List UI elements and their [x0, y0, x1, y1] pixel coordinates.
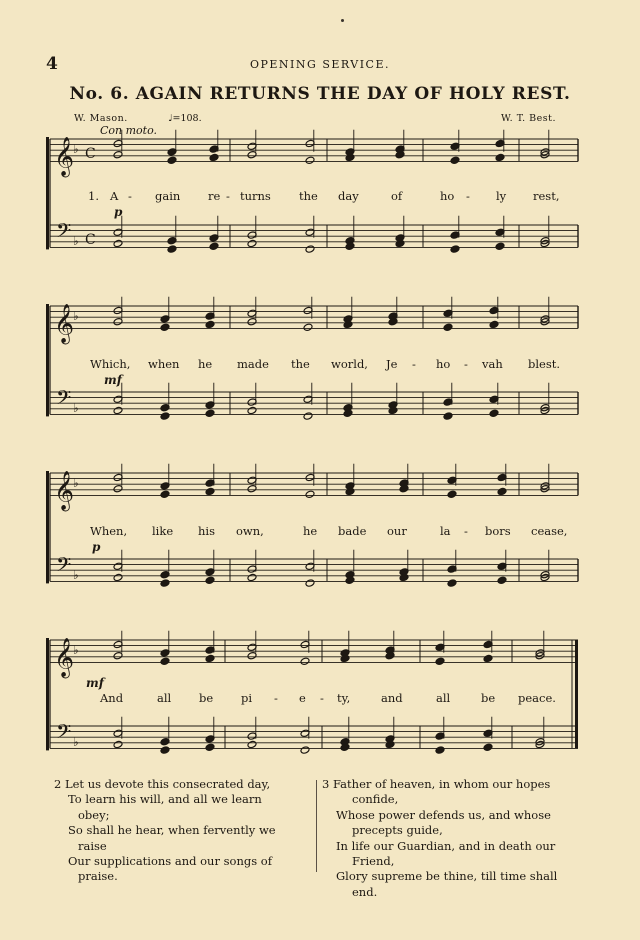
lyric-syllable: e: [299, 691, 306, 705]
hymn-title: No. 6. AGAIN RETURNS THE DAY OF HOLY REST.: [69, 84, 571, 104]
lyric-syllable: Je: [386, 357, 398, 371]
lyric-syllable: he: [303, 524, 318, 538]
lyric-syllable: day: [338, 189, 359, 203]
lyric-syllable: -: [464, 357, 468, 371]
lyric-syllable: of: [391, 189, 403, 203]
lyric-syllable: -: [128, 189, 132, 203]
lyric-syllable: ty,: [337, 691, 351, 705]
lyric-syllable: when: [148, 357, 180, 371]
stanza-line: In life our Guardian, and in death our: [336, 838, 556, 853]
stanza-number: 2: [54, 777, 62, 791]
treble-clef-icon: 𝄞: [54, 470, 75, 511]
flat-icon: ♭: [73, 476, 79, 491]
bass-clef-icon: 𝄢: [56, 219, 72, 248]
stanza-line: 2 Let us devote this consecrated day,: [54, 777, 271, 791]
stanza-number: 3: [322, 777, 330, 791]
bass-clef-icon: 𝄢: [56, 720, 72, 749]
stanza-line: Our supplications and our songs of: [68, 854, 272, 869]
lyric-syllable: world,: [331, 357, 368, 371]
flat-icon: ♭: [73, 309, 79, 324]
lyric-syllable: gain: [155, 189, 181, 203]
lyric-syllable: and: [381, 691, 403, 705]
stanza-line: precepts guide,: [352, 823, 443, 838]
treble-clef-icon: 𝄞: [54, 303, 75, 344]
lyric-syllable: bade: [338, 524, 367, 538]
dynamic-marking: mf: [104, 373, 122, 387]
lyric-syllable: his: [198, 524, 215, 538]
stanza-line: obey;: [78, 807, 110, 822]
lyric-syllable: ho: [436, 357, 451, 371]
flat-icon: ♭: [73, 400, 79, 415]
lyric-syllable: -: [466, 189, 470, 203]
stanza-line: To learn his will, and all we learn: [68, 792, 262, 807]
arranger-credit: W. T. Best.: [501, 113, 556, 124]
lyric-syllable: blest.: [528, 357, 561, 371]
treble-clef-icon: 𝄞: [54, 136, 75, 177]
lyric-syllable: vah: [482, 357, 503, 371]
stanza-line: end.: [352, 884, 378, 899]
lyric-syllable: all: [436, 691, 451, 705]
lyric-syllable: peace.: [518, 691, 556, 705]
lyric-syllable: -: [274, 691, 278, 705]
running-head: OPENING SERVICE.: [249, 58, 390, 71]
lyric-syllable: When,: [90, 524, 128, 538]
lyric-syllable: made: [237, 357, 269, 371]
lyric-syllable: -: [464, 524, 468, 538]
lyric-syllable: And: [100, 691, 124, 705]
lyric-syllable: he: [198, 357, 213, 371]
stanza-line: So shall he hear, when fervently we: [68, 823, 276, 838]
treble-clef-icon: 𝄞: [54, 637, 75, 678]
lyric-syllable: turns: [240, 189, 271, 203]
dynamic-marking: mf: [86, 676, 104, 690]
stanza-divider: [316, 780, 317, 872]
time-signature-icon: C: [85, 231, 96, 248]
lyric-syllable: Which,: [90, 357, 131, 371]
lyric-syllable: our: [387, 524, 407, 538]
flat-icon: ♭: [73, 734, 79, 749]
stanza-line: 3 Father of heaven, in whom our hopes: [322, 777, 551, 791]
lyric-syllable: pi: [241, 691, 253, 705]
stanza-line: raise: [78, 838, 107, 853]
stanza-2: [54, 777, 312, 885]
lyric-syllable: -: [412, 357, 416, 371]
lyric-syllable: bors: [485, 524, 511, 538]
lyric-syllable: -: [320, 691, 324, 705]
dynamic-marking: p: [114, 205, 123, 219]
metronome-mark: ♩=108.: [168, 113, 202, 124]
flat-icon: ♭: [73, 643, 79, 658]
lyric-syllable: all: [157, 691, 172, 705]
lyric-syllable: be: [199, 691, 214, 705]
stanza-line: praise.: [78, 869, 118, 884]
verse-number: 1.: [88, 189, 99, 203]
lyric-syllable: the: [299, 189, 318, 203]
time-signature-icon: C: [85, 145, 96, 162]
tempo-indication: Con moto.: [100, 124, 158, 137]
bass-clef-icon: 𝄢: [56, 386, 72, 415]
bass-clef-icon: 𝄢: [56, 553, 72, 582]
lyric-syllable: be: [481, 691, 496, 705]
stanza-line: confide,: [352, 792, 399, 807]
lyric-syllable: rest,: [533, 189, 560, 203]
flat-icon: ♭: [73, 142, 79, 157]
stanza-3: [322, 777, 592, 900]
lyric-syllable: own,: [236, 524, 264, 538]
stanza-line: Friend,: [352, 854, 395, 869]
flat-icon: ♭: [73, 233, 79, 248]
lyric-syllable: A: [110, 189, 119, 203]
stanza-line: Glory supreme be thine, till time shall: [336, 869, 558, 884]
page-number: 4: [46, 54, 58, 74]
lyric-syllable: cease,: [531, 524, 568, 538]
lyric-syllable: ho: [440, 189, 455, 203]
composer-credit: W. Mason.: [74, 113, 128, 124]
lyric-syllable: like: [152, 524, 174, 538]
flat-icon: ♭: [73, 567, 79, 582]
lyric-syllable: la: [440, 524, 451, 538]
lyric-syllable: the: [291, 357, 310, 371]
lyric-syllable: -: [226, 189, 230, 203]
stanza-line: Whose power defends us, and whose: [336, 807, 551, 822]
lyric-syllable: re: [208, 189, 221, 203]
lyric-syllable: ly: [496, 189, 507, 203]
dynamic-marking: p: [92, 540, 101, 554]
